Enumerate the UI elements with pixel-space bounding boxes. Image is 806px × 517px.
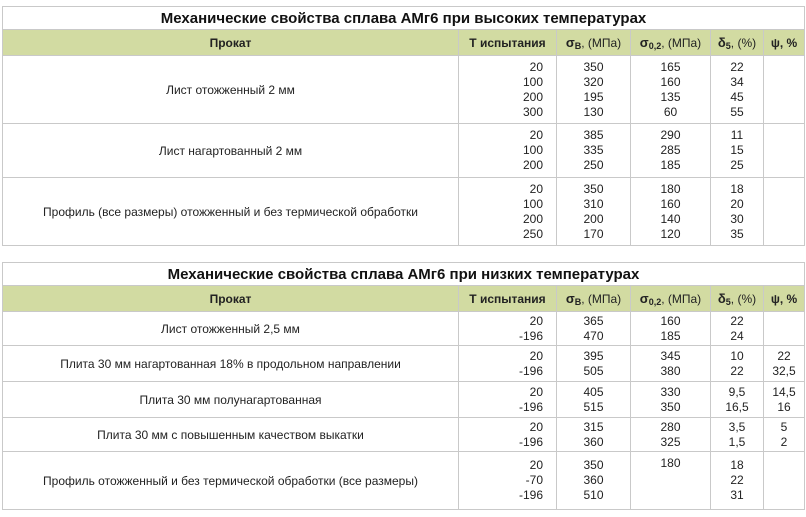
temperature-cell (459, 178, 557, 246)
col-prokat: Прокат (3, 30, 459, 56)
table-row (3, 56, 805, 124)
cell-value: 100 (522, 143, 543, 157)
cell-value: 3,5 (728, 419, 746, 434)
cell-value: 20 (529, 419, 543, 434)
col-t: Т испытания (459, 286, 557, 312)
cell-value: 9,5 (728, 384, 746, 399)
cell-value: 20 (730, 196, 744, 211)
cell-value: 285 (660, 143, 681, 157)
cell-value: 310 (583, 196, 604, 211)
cell-value: 250 (583, 158, 604, 172)
cell-value: 20 (529, 348, 543, 363)
cell-value: 380 (660, 363, 681, 378)
cell-value: 20 (529, 59, 543, 74)
table-title: Механические свойства сплава АМг6 при низких температурах (3, 263, 805, 286)
cell-value: 160 (660, 196, 681, 211)
cell-value: 510 (583, 488, 604, 502)
cell-value: 350 (583, 59, 604, 74)
sigma-b-cell (557, 312, 631, 346)
psi-cell (764, 56, 805, 124)
table-row (3, 178, 805, 246)
cell-value: 160 (660, 313, 681, 328)
cell-value: 120 (660, 226, 681, 241)
psi-cell (764, 382, 805, 418)
header-row (3, 286, 805, 312)
cell-value: 165 (660, 59, 681, 74)
cell-value: 35 (730, 226, 744, 241)
sigma-b-cell (557, 56, 631, 124)
cell-value: 345 (660, 348, 681, 363)
sigma-b-cell (557, 124, 631, 178)
prokat-cell: Плита 30 мм нагартованная 18% в продольном направлении (3, 346, 459, 382)
cell-value: 470 (583, 328, 604, 343)
table-title: Механические свойства сплава АМг6 при высоких температурах (3, 7, 805, 30)
table-row (3, 382, 805, 418)
cell-value: 395 (583, 348, 604, 363)
cell-value: 180 (660, 456, 681, 470)
cell-value: 140 (660, 211, 681, 226)
sigma-02-cell (631, 418, 711, 452)
cell-value: 290 (660, 128, 681, 142)
cell-value: 60 (663, 104, 678, 119)
delta-cell (711, 346, 764, 382)
sigma-02-cell (631, 312, 711, 346)
delta-cell (711, 382, 764, 418)
prokat-cell: Лист отожженный 2,5 мм (3, 312, 459, 346)
cell-value: 505 (583, 363, 604, 378)
delta-cell (711, 178, 764, 246)
delta-cell (711, 312, 764, 346)
col-sigma-b: $\sigma_В$, (МПа) (557, 286, 631, 312)
cell-value: 20 (529, 313, 543, 328)
cell-value: 200 (522, 211, 543, 226)
cell-value: 300 (522, 104, 543, 119)
temperature-cell (459, 56, 557, 124)
cell-value: 45 (730, 89, 744, 104)
prokat-cell: Плита 30 мм полунагартованная (3, 382, 459, 418)
sigma-b-cell (557, 452, 631, 510)
cell-value: 350 (583, 458, 604, 472)
col-psi: ψ, % (764, 286, 805, 312)
temperature-cell (459, 452, 557, 510)
cell-value: 170 (583, 226, 604, 241)
sigma-02-cell (631, 178, 711, 246)
cell-value: 1,5 (728, 434, 746, 449)
cell-value: 32,5 (772, 363, 796, 378)
cell-value: 55 (730, 104, 744, 119)
cell-value: 280 (660, 419, 681, 434)
delta-cell (711, 452, 764, 510)
cell-value: 335 (583, 143, 604, 157)
sigma-b-cell (557, 178, 631, 246)
cell-value: 330 (660, 384, 681, 399)
cell-value: 200 (583, 211, 604, 226)
col-psi: ψ, % (764, 30, 805, 56)
cell-value: 360 (583, 473, 604, 487)
table-row (3, 346, 805, 382)
delta-cell (711, 124, 764, 178)
sigma-b-cell (557, 418, 631, 452)
cell-value: 18 (730, 458, 744, 472)
cell-value: 20 (529, 458, 543, 472)
table-row (3, 418, 805, 452)
cell-value: -196 (518, 399, 543, 414)
psi-cell (764, 418, 805, 452)
cell-value: 195 (583, 89, 604, 104)
cell-value: -196 (518, 363, 543, 378)
col-sigma-02: $\sigma_{0,2}$, (МПа) (631, 30, 711, 56)
cell-value: 15 (730, 143, 744, 157)
table-high-temperatures (2, 6, 805, 246)
cell-value: -196 (518, 328, 543, 343)
cell-value: 24 (730, 328, 744, 343)
col-sigma-02: $\sigma_{0,2}$, (МПа) (631, 286, 711, 312)
sigma-02-cell (631, 124, 711, 178)
psi-cell (764, 178, 805, 246)
cell-value: 185 (660, 158, 681, 172)
cell-value: 22 (730, 473, 744, 487)
cell-value: -70 (525, 473, 543, 487)
cell-value: 185 (660, 328, 681, 343)
sigma-b-cell (557, 346, 631, 382)
prokat-cell: Профиль (все размеры) отожженный и без термической обработки (3, 178, 459, 246)
cell-value: 20 (529, 384, 543, 399)
cell-value: 315 (583, 419, 604, 434)
cell-value: 22 (777, 348, 791, 363)
cell-value: -196 (518, 488, 543, 502)
table-row (3, 452, 805, 510)
cell-value: 11 (730, 128, 744, 142)
cell-value: 16,5 (725, 399, 749, 414)
cell-value: 320 (583, 74, 604, 89)
delta-cell (711, 418, 764, 452)
prokat-cell: Плита 30 мм с повышенным качеством выкатки (3, 418, 459, 452)
col-t: Т испытания (459, 30, 557, 56)
cell-value: 200 (522, 89, 543, 104)
cell-value: 22 (730, 59, 744, 74)
sigma-02-cell (631, 382, 711, 418)
cell-value: 135 (660, 89, 681, 104)
cell-value: -196 (518, 434, 543, 449)
cell-value: 25 (730, 158, 744, 172)
psi-cell (764, 124, 805, 178)
table-row (3, 124, 805, 178)
temperature-cell (459, 418, 557, 452)
col-sigma-b: $\sigma_В$, (МПа) (557, 30, 631, 56)
cell-value: 14,5 (772, 384, 796, 399)
cell-value: 350 (660, 399, 681, 414)
cell-value: 5 (780, 419, 788, 434)
col-prokat: Прокат (3, 286, 459, 312)
col-delta: $\delta_5$, (%) (711, 286, 764, 312)
temperature-cell (459, 124, 557, 178)
sigma-b-cell (557, 382, 631, 418)
cell-value: 405 (583, 384, 604, 399)
cell-value: 325 (660, 434, 681, 449)
cell-value: 30 (730, 211, 744, 226)
cell-value: 20 (529, 128, 543, 142)
delta-cell (711, 56, 764, 124)
cell-value: 100 (522, 74, 543, 89)
sigma-02-cell (631, 452, 711, 510)
cell-value: 350 (583, 181, 604, 196)
cell-value: 180 (660, 181, 681, 196)
table-row (3, 312, 805, 346)
cell-value: 10 (730, 348, 744, 363)
cell-value: 2 (780, 434, 788, 449)
psi-cell (764, 452, 805, 510)
temperature-cell (459, 312, 557, 346)
cell-value: 22 (730, 363, 744, 378)
cell-value: 160 (660, 74, 681, 89)
cell-value: 360 (583, 434, 604, 449)
psi-cell (764, 346, 805, 382)
cell-value: 130 (583, 104, 604, 119)
cell-value: 31 (730, 488, 744, 502)
prokat-cell: Лист отожженный 2 мм (3, 56, 459, 124)
table-low-temperatures (2, 262, 805, 510)
cell-value: 200 (522, 158, 543, 172)
cell-value: 16 (777, 399, 791, 414)
cell-value: 515 (583, 399, 604, 414)
cell-value: 250 (522, 226, 543, 241)
sigma-02-cell (631, 56, 711, 124)
psi-cell (764, 312, 805, 346)
temperature-cell (459, 382, 557, 418)
cell-value: 365 (583, 313, 604, 328)
cell-value: 20 (529, 181, 543, 196)
cell-value: 22 (730, 313, 744, 328)
prokat-cell: Лист нагартованный 2 мм (3, 124, 459, 178)
header-row (3, 30, 805, 56)
col-delta: $\delta_5$, (%) (711, 30, 764, 56)
cell-value: 34 (730, 74, 744, 89)
cell-value: 100 (522, 196, 543, 211)
sigma-02-cell (631, 346, 711, 382)
cell-value: 385 (583, 128, 604, 142)
cell-value: 18 (730, 181, 744, 196)
prokat-cell: Профиль отожженный и без термической обработки (все размеры) (3, 452, 459, 510)
temperature-cell (459, 346, 557, 382)
